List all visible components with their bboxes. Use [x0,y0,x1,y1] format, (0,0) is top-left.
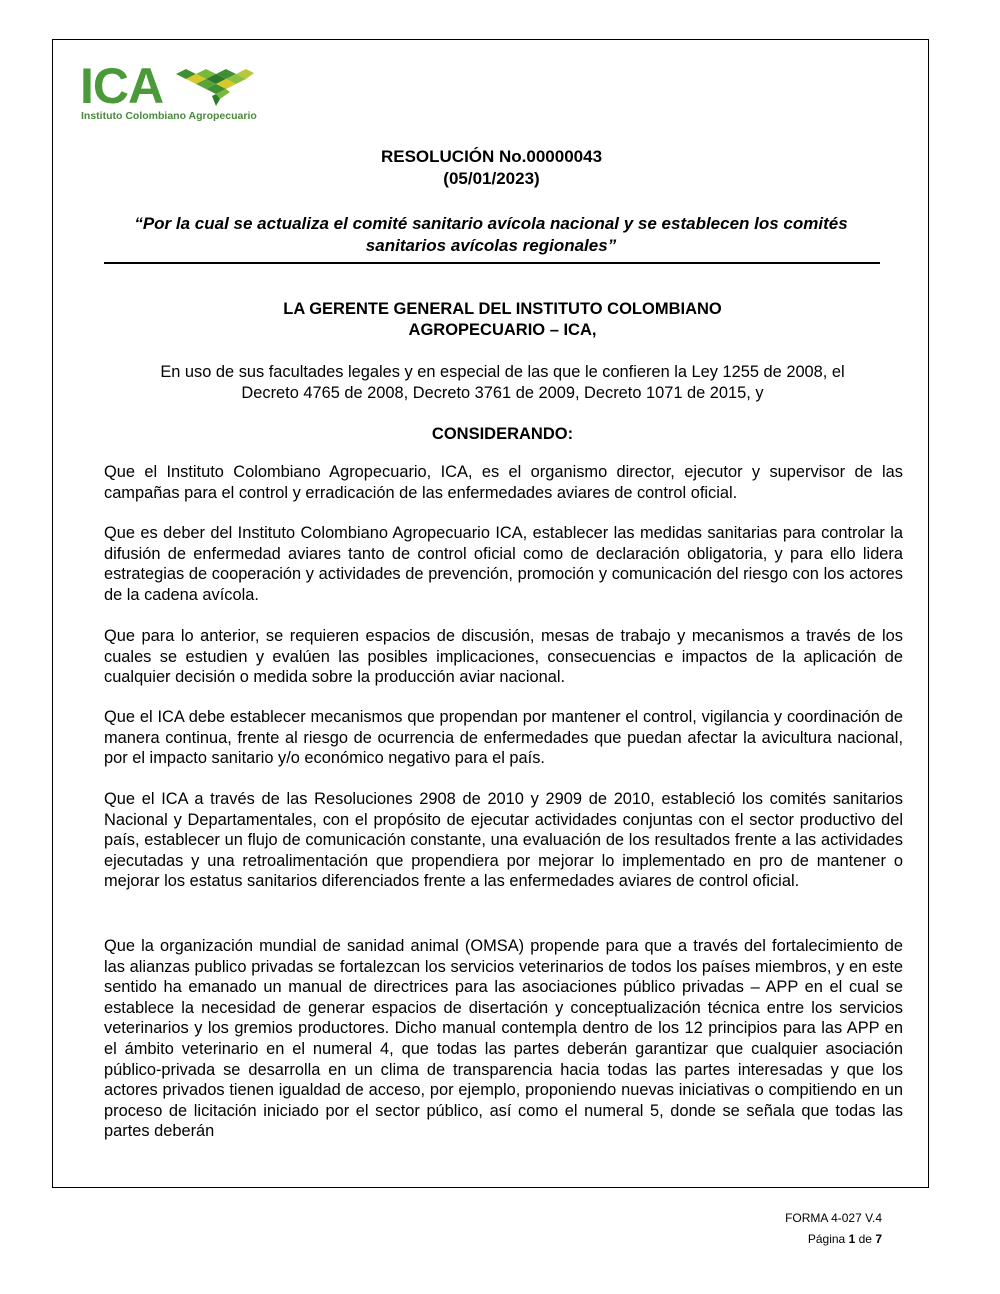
page-current: 1 [848,1232,856,1246]
page-separator: de [858,1232,872,1246]
legal-basis-line-2: Decreto 4765 de 2008, Decreto 3761 de 2009, Decreto 1071 de 2015, y [241,384,764,402]
paragraph-4: Que el ICA debe establecer mecanismos que propendan por mantener el control, vigilancia y coordinación de manera continua, frente al riesgo de ocurrencia de enfermedades que puedan afectar la avicultura nacional, por el impacto sanitario y/o económico negativo para el país. [104,708,903,768]
page-number [808,1232,882,1246]
logo-mark-icon [176,66,254,110]
considerando-heading: CONSIDERANDO: [431,425,574,443]
authority-line-2: AGROPECUARIO – ICA, [408,321,597,339]
subject-underline [104,262,880,264]
subject-line-2: sanitarios avícolas regionales” [365,236,617,255]
paragraph-6: Que la organización mundial de sanidad animal (OMSA) propende para que a través del fortalecimiento de las alianzas publico privadas se fortalezcan los servicios veterinarios de todos los países miembros, y en este sentido ha emanado un manual de directrices para las asociaciones público privadas – APP en el cual se establece la necesidad de generar espacios de disertación y conceptualización técnica entre los servicios veterinarios y los gremios productores. Dicho manual contempla dentro de los 12 principios para las APP en el ámbito veterinario en el numeral 4, que todas las partes deberán garantizar que cualquier asociación público-privada se desarrolla en un clima de transparencia hacia todas las partes interesadas y que los actores privados tienen igualdad de acceso, por ejemplo, proponiendo nuevas iniciativas o compitiendo en un proceso de licitación iniciado por el sector público, así como el numeral 5, donde se señala que todas las partes deberán [104,937,903,1141]
ica-logo [80,58,260,126]
legal-basis-line-1: En uso de sus facultades legales y en especial de las que le confieren la Ley 1255 de 2008, el [160,363,845,381]
logo-subtitle: Instituto Colombiano Agropecuario [81,110,257,122]
form-code: FORMA 4-027 V.4 [785,1211,882,1225]
paragraph-3: Que para lo anterior, se requieren espacios de discusión, mesas de trabajo y mecanismos a través de los cuales se estudien y evalúen las posibles implicaciones, consecuencias e impactos de la aplicación de cualquier decisión o medida sobre la producción aviar nacional. [104,627,903,687]
paragraph-5: Que el ICA a través de las Resoluciones 2908 de 2010 y 2909 de 2010, estableció los comités sanitarios Nacional y Departamentales, con el propósito de ejecutar actividades conjuntas con el sector productivo del país, establecer un flujo de comunicación constante, una evaluación de los resultados frente a las actividades ejecutadas y una retroalimentación que propendiera por mejorar lo implementado en pro de mantener o mejorar los estatus sanitarios diferenciados frente a las enfermedades aviares de control oficial. [104,790,903,891]
page-total: 7 [875,1232,882,1246]
resolution-date: (05/01/2023) [443,169,540,188]
subject-line-1: “Por la cual se actualiza el comité sanitario avícola nacional y se establecen los comités [134,214,848,233]
resolution-number: RESOLUCIÓN No.00000043 [380,147,603,166]
logo-wordmark: ICA [80,58,164,114]
paragraph-2: Que es deber del Instituto Colombiano Agropecuario ICA, establecer las medidas sanitarias para controlar la difusión de enfermedad aviares tanto de control oficial como de declaración obligatoria, y para ello lidera estrategias de cooperación y actividades de prevención, promoción y comunicación del riesgo con los actores de la cadena avícola. [104,524,903,604]
page-prefix: Página [807,1232,846,1246]
authority-line-1: LA GERENTE GENERAL DEL INSTITUTO COLOMBIANO [283,300,722,318]
paragraph-1: Que el Instituto Colombiano Agropecuario, ICA, es el organismo director, ejecutor y supervisor de las campañas para el control y erradicación de las enfermedades aviares de control oficial. [104,463,903,502]
